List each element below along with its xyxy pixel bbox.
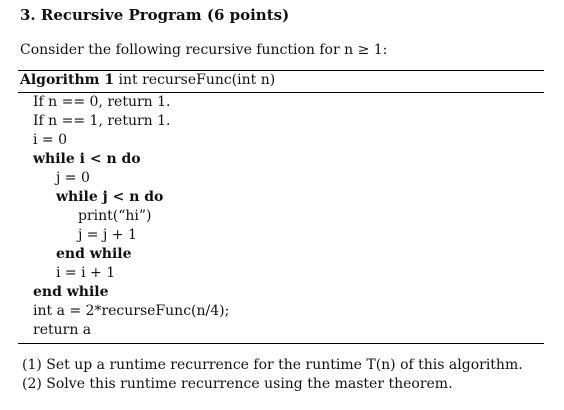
code-line: while i < n do <box>33 151 141 167</box>
code-line: return a <box>33 322 92 338</box>
algorithm-header <box>20 72 275 88</box>
code-line: j = 0 <box>56 170 90 186</box>
code-line: If n == 1, return 1. <box>33 113 171 129</box>
algorithm-signature: int recurseFunc(int n) <box>118 72 276 88</box>
code-line: i = 0 <box>33 132 68 148</box>
algorithm-bottom-rule <box>18 343 544 344</box>
question-list <box>22 356 523 394</box>
question-item: (1) Set up a runtime recurrence for the runtime T(n) of this algorithm. <box>22 357 523 373</box>
algorithm-label: Algorithm 1 <box>20 72 115 88</box>
code-line: int a = 2*recurseFunc(n/4); <box>33 303 230 319</box>
code-line: end while <box>33 284 109 300</box>
code-line: i = i + 1 <box>56 265 116 281</box>
code-line: If n == 0, return 1. <box>33 94 171 110</box>
section-title: 3. Recursive Program (6 points) <box>20 6 290 24</box>
code-line: end while <box>56 246 132 262</box>
code-line: j = j + 1 <box>78 227 137 243</box>
intro-text: Consider the following recursive function for n ≥ 1: <box>20 42 388 58</box>
code-line: while j < n do <box>56 189 164 205</box>
question-item: (2) Solve this runtime recurrence using the master theorem. <box>22 376 453 392</box>
code-line: print(“hi”) <box>78 208 152 224</box>
